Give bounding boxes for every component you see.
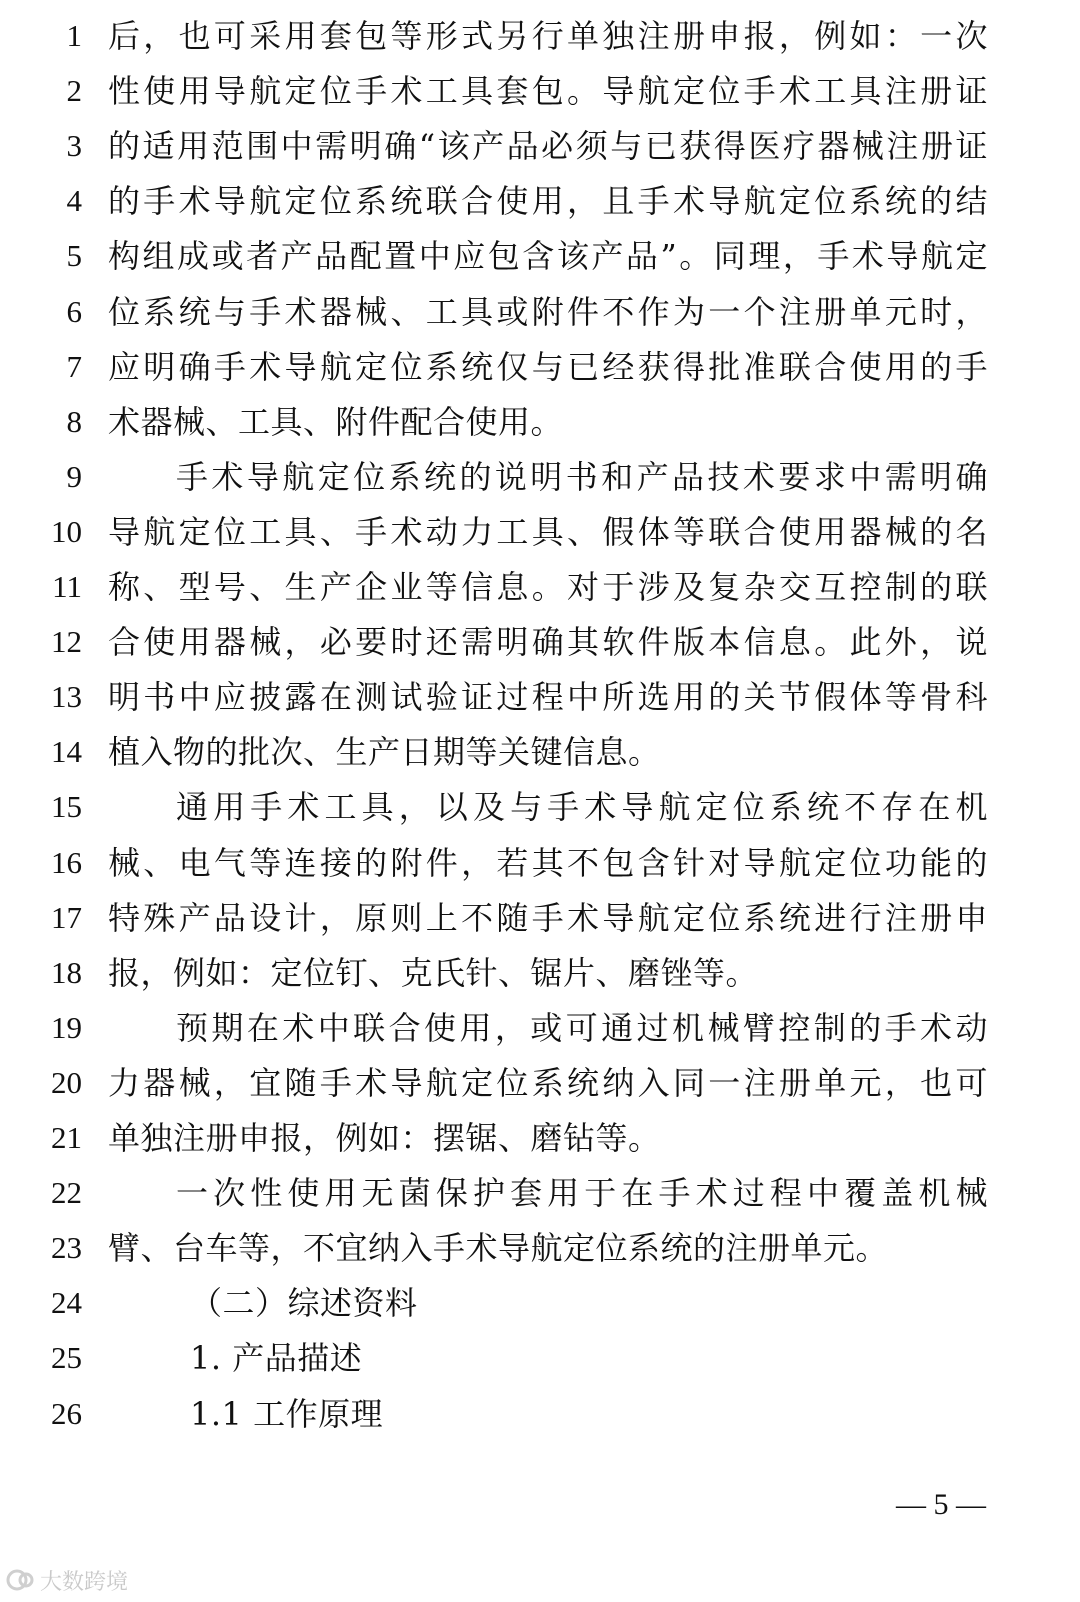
text-line [0, 669, 1080, 725]
text-line [0, 449, 1080, 505]
line-text: 位系统与手术器械、工具或附件不作为一个注册单元时， [108, 292, 988, 331]
line-number: 5 [66, 238, 82, 274]
text-line [0, 1220, 1080, 1276]
line-number: 18 [51, 954, 82, 990]
page-number: — 5 — [896, 1488, 986, 1521]
line-text: 力器械，宜随手术导航定位系统纳入同一注册单元，也可 [108, 1063, 988, 1102]
line-text: 臂、台车等，不宜纳入手术导航定位系统的注册单元。 [108, 1229, 889, 1268]
line-number: 23 [51, 1230, 82, 1266]
line-text: 的手术导航定位系统联合使用，且手术导航定位系统的结 [108, 182, 988, 221]
line-text: 明书中应披露在测试验证过程中所选用的关节假体等骨科 [108, 678, 988, 717]
line-text: 性使用导航定位手术工具套包。导航定位手术工具注册证 [108, 72, 988, 111]
text-line [0, 1275, 1080, 1331]
line-text: 手术导航定位系统的说明书和产品技术要求中需明确 [176, 457, 988, 496]
line-number: 12 [51, 624, 82, 660]
watermark [6, 1562, 128, 1598]
text-line [0, 1055, 1080, 1111]
text-line [0, 284, 1080, 340]
text-line [0, 945, 1080, 1001]
text-line [0, 1165, 1080, 1221]
line-text: 1.1 工作原理 [190, 1394, 384, 1433]
line-number: 25 [51, 1340, 82, 1376]
text-line [0, 1330, 1080, 1386]
line-text: 合使用器械，必要时还需明确其软件版本信息。此外，说 [108, 623, 988, 662]
line-text: 一次性使用无菌保护套用于在手术过程中覆盖机械 [176, 1174, 988, 1213]
line-number: 4 [66, 183, 82, 219]
line-number: 17 [51, 899, 82, 935]
line-text: 报，例如：定位钉、克氏针、锯片、磨锉等。 [108, 953, 759, 992]
text-line [0, 394, 1080, 450]
text-line [0, 779, 1080, 835]
text-line [0, 890, 1080, 946]
line-text: （二）综述资料 [190, 1284, 418, 1323]
text-line [0, 835, 1080, 891]
line-number: 2 [66, 73, 82, 109]
line-text: 术器械、工具、附件配合使用。 [108, 402, 564, 441]
line-text: 械、电气等连接的附件，若其不包含针对导航定位功能的 [108, 843, 988, 882]
line-number: 10 [51, 513, 82, 549]
text-line [0, 724, 1080, 780]
line-number: 20 [51, 1064, 82, 1100]
text-line [0, 504, 1080, 560]
watermark-text: 大数跨境 [40, 1569, 129, 1595]
line-number: 14 [51, 734, 82, 770]
line-text: 导航定位工具、手术动力工具、假体等联合使用器械的名 [108, 512, 988, 551]
line-number: 16 [51, 844, 82, 880]
text-line [0, 228, 1080, 284]
line-text: 特殊产品设计，原则上不随手术导航定位系统进行注册申 [108, 898, 988, 937]
text-line [0, 118, 1080, 174]
line-number: 1 [66, 18, 82, 53]
watermark-logo-icon [6, 1567, 36, 1593]
text-line [0, 559, 1080, 615]
line-text: 单独注册申报，例如：摆锯、磨钻等。 [108, 1119, 661, 1157]
text-line [0, 1386, 1080, 1442]
line-number: 24 [51, 1285, 82, 1321]
line-number: 15 [51, 789, 82, 825]
text-line [0, 63, 1080, 119]
text-line [0, 8, 1080, 64]
line-number: 9 [66, 458, 82, 494]
text-line [0, 1000, 1080, 1056]
line-text: 构组成或者产品配置中应包含该产品”。同理，手术导航定 [108, 237, 988, 276]
line-number: 11 [52, 569, 82, 604]
line-text: 后，也可采用套包等形式另行单独注册申报，例如：一次 [108, 17, 988, 55]
line-number: 22 [51, 1175, 82, 1211]
line-text: 通用手术工具，以及与手术导航定位系统不存在机 [176, 788, 988, 827]
line-number: 13 [51, 679, 82, 715]
line-number: 6 [66, 293, 82, 329]
line-text: 1. 产品描述 [190, 1339, 363, 1378]
line-number: 3 [66, 128, 82, 164]
line-number: 26 [51, 1395, 82, 1431]
text-line [0, 614, 1080, 670]
line-text: 称、型号、生产企业等信息。对于涉及复杂交互控制的联 [108, 568, 988, 606]
line-number: 19 [51, 1009, 82, 1045]
line-text: 植入物的批次、生产日期等关键信息。 [108, 733, 661, 772]
text-line [0, 173, 1080, 229]
line-number: 7 [66, 348, 82, 384]
text-line [0, 339, 1080, 395]
line-text: 应明确手术导航定位系统仅与已经获得批准联合使用的手 [108, 347, 988, 386]
line-text: 的适用范围中需明确“该产品必须与已获得医疗器械注册证 [108, 127, 988, 166]
text-line [0, 1110, 1080, 1166]
line-text: 预期在术中联合使用，或可通过机械臂控制的手术动 [176, 1008, 988, 1047]
line-number: 21 [51, 1120, 82, 1155]
line-number: 8 [66, 403, 82, 439]
